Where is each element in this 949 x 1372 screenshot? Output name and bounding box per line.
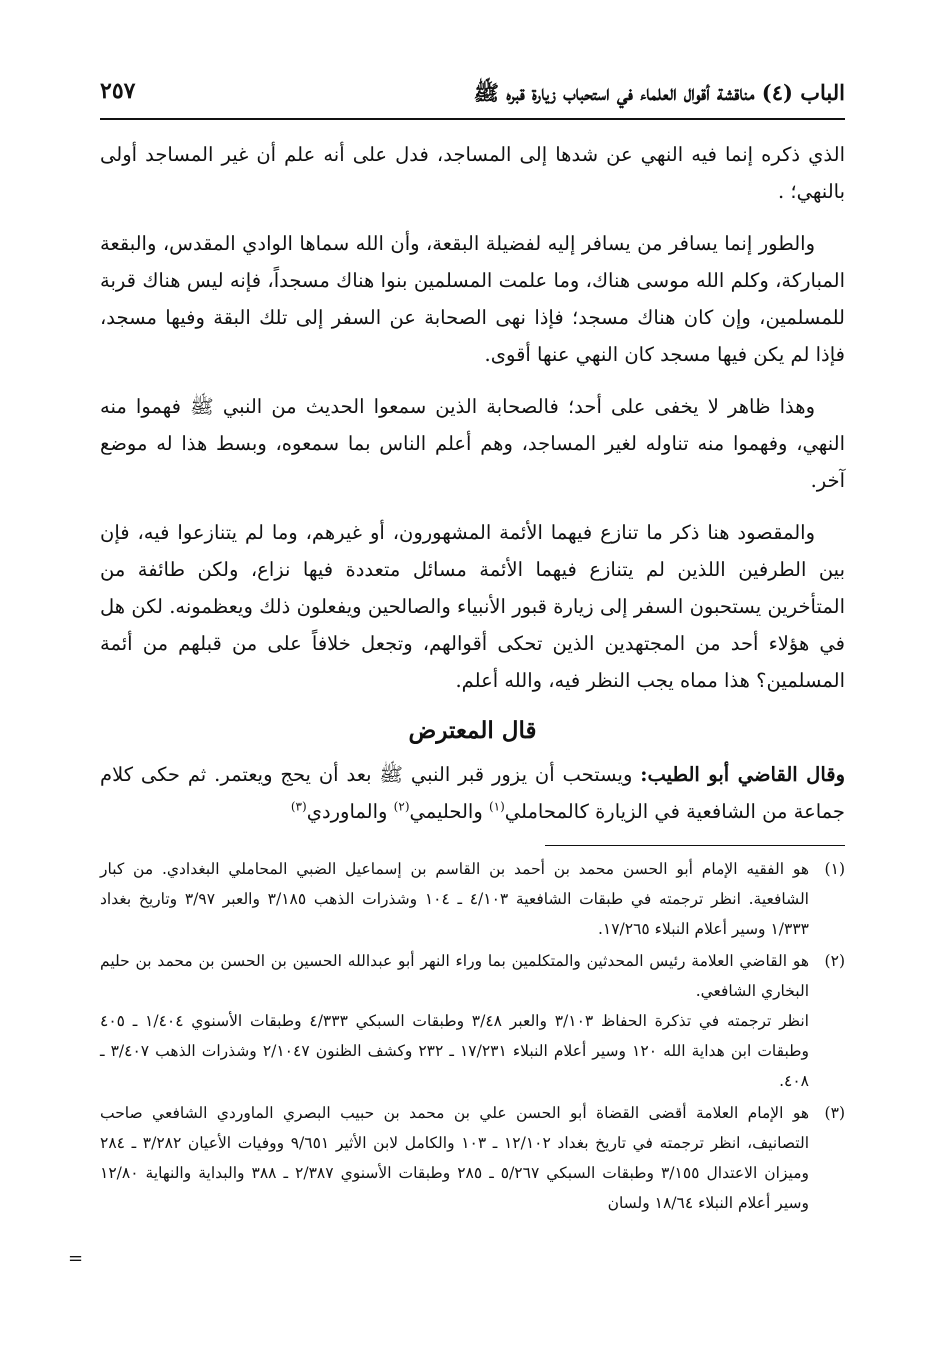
section-text-2: والحليمي xyxy=(409,800,483,823)
footnote-line: انظر ترجمته في تذكرة الحفاظ ٣/١٠٣ والعبر ٣/٤٨ وطبقات السبكي ٤/٣٣٣ وطبقات الأسنوي ١/٤٠٤ ـ ٤٠٥ وطبقات ابن هداية الله ١٢٠ وسير أعلام النبلاء ١٧/٢٣١ ـ ٢٣٢ وكشف الظنون ٢/١٠٤٧ وشذرات الذهب ٣/٤٠٧ ـ ٤٠٨. xyxy=(100,1012,809,1090)
footnote-number: (١) xyxy=(824,860,845,878)
section-heading: قال المعترض xyxy=(408,717,537,744)
footnote-body xyxy=(100,854,809,944)
paragraph-3: وهذا ظاهر لا يخفى على أحد؛ فالصحابة الذين سمعوا الحديث من النبي ﷺ فهموا منه النهي، وفهموا منه تناوله لغير المساجد، وهم أعلم الناس بما سمعوه، وبسط هذا له موضع آخر. xyxy=(100,395,845,492)
footnote-separator xyxy=(545,845,845,846)
document-page xyxy=(100,70,845,1220)
page-number: ٢٥٧ xyxy=(100,78,136,104)
main-text xyxy=(100,136,845,830)
footnote-2 xyxy=(100,946,845,1096)
footnote-ref-2[interactable]: (٢) xyxy=(393,799,410,814)
footnotes xyxy=(100,854,845,1218)
footnote-body xyxy=(100,1098,809,1218)
footnote-number: (٣) xyxy=(824,1104,845,1122)
page-header xyxy=(100,70,845,120)
paragraph-4: والمقصود هنا ذكر ما تنازع فيهما الأئمة المشهورون، أو غيرهم، وما لم يتنازعوا فيه، فإن بين الطرفين اللذين لم يتنازع فيهما الأئمة مسائل متعددة فيها نزاع، ولكن طائفة من المتأخرين يستحبون السفر إلى زيارة قبور الأنبياء والصالحين ويفعلون ذلك ويعظمونه. لكن هل في هؤلاء أحد من المجتهدين الذين تحكى أقوالهم، وتجعل خلافاً على من قبلهم من أئمة المسلمين؟ هذا مماه يجب النظر فيه، والله أعلم. xyxy=(100,521,845,692)
continuation-mark: = xyxy=(68,1248,84,1269)
footnote-body xyxy=(100,946,809,1096)
section-text-1: ويستحب أن يزور قبر النبي ﷺ بعد أن يحج ويعتمر. ثم حكى كلام جماعة من الشافعية في الزيارة كالمحاملي xyxy=(100,763,845,823)
footnote-line: هو الفقيه الإمام أبو الحسن محمد بن أحمد بن القاسم بن إسماعيل الضبي المحاملي البغدادي. من كبار الشافعية. انظر ترجمته في طبقات الشافعية ٤/١٠٣ ـ ١٠٤ وشذرات الذهب ٣/١٨٥ والعبر ٣/٩٧ وتاريخ بغداد ١/٣٣٣ وسير أعلام النبلاء ١٧/٢٦٥. xyxy=(100,860,809,938)
paragraph-2: والطور إنما يسافر من يسافر إليه لفضيلة البقعة، وأن الله سماها الوادي المقدس، والبقعة المباركة، وكلم الله موسى هناك، وما علمت المسلمين بنوا هناك مسجداً، فإنه ليس هناك قربة للمسلمين، وإن كان هناك مسجد؛ فإذا نهى الصحابة عن السفر إلى تلك البقة وفيها مسجد، فإذا لم يكن فيها مسجد كان النهي عنها أقوى. xyxy=(100,232,845,366)
section-lead: وقال القاضي أبو الطيب: xyxy=(640,763,845,786)
footnote-ref-1[interactable]: (١) xyxy=(488,799,505,814)
section-text-3: والماوردي xyxy=(306,800,388,823)
paragraph-1: الذي ذكره إنما فيه النهي عن شدها إلى المساجد، فدل على أنه علم أن غير المساجد أولى بالنهي؛ . xyxy=(100,143,845,203)
footnote-number: (٢) xyxy=(824,952,845,970)
footnote-3 xyxy=(100,1098,845,1218)
footnote-ref-3[interactable]: (٣) xyxy=(290,799,307,814)
footnote-line: هو الإمام العلامة أقضى القضاة أبو الحسن علي بن محمد بن حبيب البصري الماوردي الشافعي صاحب التصانيف، انظر ترجمته في تاريخ بغداد ١٢/١٠٢ ـ ١٠٣ والكامل لابن الأثير ٩/٦٥١ ووفيات الأعيان ٣/٢٨٢ ـ ٢٨٤ وميزان الاعتدال ٣/١٥٥ وطبقات السبكي ٥/٢٦٧ ـ ٢٨٥ وطبقات الأسنوي ٢/٣٨٧ ـ ٣٨٨ والبداية والنهاية ١٢/٨٠ وسير أعلام النبلاء ١٨/٦٤ ولسان xyxy=(100,1104,809,1212)
footnote-line: هو القاضي العلامة رئيس المحدثين والمتكلمين بما وراء النهر أبو عبدالله الحسين بن الحسن بن محمد بن حليم البخاري الشافعي. xyxy=(100,952,809,1000)
section-paragraph xyxy=(100,756,845,830)
chapter-title: الباب (٤) مناقشة أقوال العلماء في استحباب زيارة قبره ﷺ xyxy=(473,80,845,105)
footnote-1 xyxy=(100,854,845,944)
